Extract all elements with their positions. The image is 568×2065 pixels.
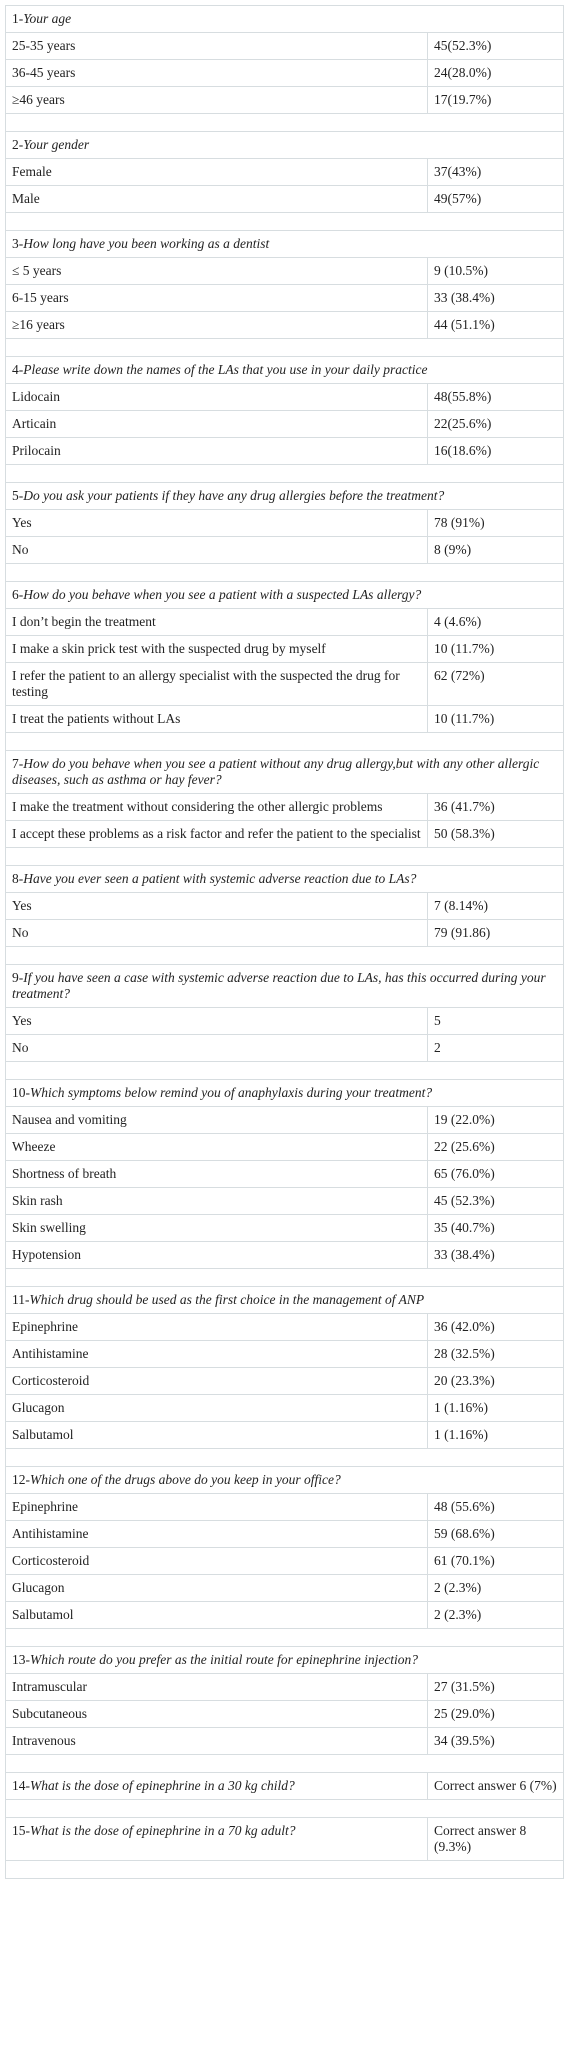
question-answer-row	[6, 1773, 564, 1800]
question-cell	[6, 866, 564, 893]
answer-value: 65 (76.0%)	[428, 1161, 564, 1188]
answer-row	[6, 1215, 564, 1242]
answer-label: I don’t begin the treatment	[6, 609, 428, 636]
answer-row	[6, 60, 564, 87]
answer-row	[6, 438, 564, 465]
answer-label: Antihistamine	[6, 1521, 428, 1548]
answer-value: 36 (41.7%)	[428, 794, 564, 821]
spacer-cell	[6, 1755, 564, 1773]
section-spacer	[6, 1449, 564, 1467]
answer-value: 16(18.6%)	[428, 438, 564, 465]
answer-label: Corticosteroid	[6, 1548, 428, 1575]
answer-value: 33 (38.4%)	[428, 285, 564, 312]
answer-value: 45 (52.3%)	[428, 1188, 564, 1215]
answer-value: 45(52.3%)	[428, 33, 564, 60]
question-cell	[6, 582, 564, 609]
answer-row	[6, 1521, 564, 1548]
spacer-cell	[6, 1861, 564, 1879]
answer-label: No	[6, 920, 428, 947]
answer-row	[6, 1701, 564, 1728]
answer-row	[6, 821, 564, 848]
answer-value: 17(19.7%)	[428, 87, 564, 114]
question-cell	[6, 483, 564, 510]
survey-results-table	[5, 5, 563, 1879]
question-cell	[6, 6, 564, 33]
answer-row	[6, 1242, 564, 1269]
answer-value: 44 (51.1%)	[428, 312, 564, 339]
answer-value: 9 (10.5%)	[428, 258, 564, 285]
answer-value: 34 (39.5%)	[428, 1728, 564, 1755]
section-spacer	[6, 733, 564, 751]
question-number: 9-	[12, 970, 24, 985]
spacer-cell	[6, 1629, 564, 1647]
answer-label: Hypotension	[6, 1242, 428, 1269]
answer-label: Nausea and vomiting	[6, 1107, 428, 1134]
question-number: 2-	[12, 137, 24, 152]
spacer-cell	[6, 114, 564, 132]
answer-label: 25-35 years	[6, 33, 428, 60]
answer-row	[6, 706, 564, 733]
section-spacer	[6, 947, 564, 965]
question-text: What is the dose of epinephrine in a 70 kg adult?	[30, 1823, 296, 1838]
question-text: How do you behave when you see a patient with a suspected LAs allergy?	[23, 587, 422, 602]
answer-value: 1 (1.16%)	[428, 1422, 564, 1449]
answer-label: Intramuscular	[6, 1674, 428, 1701]
answer-label: Antihistamine	[6, 1341, 428, 1368]
answer-row	[6, 510, 564, 537]
question-cell	[6, 1647, 564, 1674]
spacer-cell	[6, 1062, 564, 1080]
answer-value: 33 (38.4%)	[428, 1242, 564, 1269]
question-row	[6, 231, 564, 258]
answer-row	[6, 411, 564, 438]
question-answer-row	[6, 1818, 564, 1861]
question-row	[6, 965, 564, 1008]
answer-row	[6, 609, 564, 636]
answer-label: Epinephrine	[6, 1314, 428, 1341]
answer-label: Intravenous	[6, 1728, 428, 1755]
question-number: 12-	[12, 1472, 30, 1487]
section-spacer	[6, 1800, 564, 1818]
answer-label: Subcutaneous	[6, 1701, 428, 1728]
answer-value: 59 (68.6%)	[428, 1521, 564, 1548]
answer-label: Yes	[6, 893, 428, 920]
answer-label: Glucagon	[6, 1575, 428, 1602]
answer-row	[6, 33, 564, 60]
answer-label: Salbutamol	[6, 1422, 428, 1449]
answer-label: Shortness of breath	[6, 1161, 428, 1188]
answer-row	[6, 1035, 564, 1062]
question-text: Which drug should be used as the first choice in the management of ANP	[29, 1292, 425, 1307]
question-text: How do you behave when you see a patient without any drug allergy,but with any other allergic diseases, such as asthma or hay fever?	[12, 756, 540, 787]
answer-row	[6, 258, 564, 285]
question-text: Your gender	[23, 137, 90, 152]
answer-value: 2 (2.3%)	[428, 1575, 564, 1602]
question-text: Please write down the names of the LAs that you use in your daily practice	[23, 362, 428, 377]
answer-label: Wheeze	[6, 1134, 428, 1161]
answer-row	[6, 1134, 564, 1161]
answer-label: 6-15 years	[6, 285, 428, 312]
answer-row	[6, 1314, 564, 1341]
answer-row	[6, 1674, 564, 1701]
spacer-cell	[6, 947, 564, 965]
section-spacer	[6, 213, 564, 231]
answer-value: 10 (11.7%)	[428, 636, 564, 663]
spacer-cell	[6, 465, 564, 483]
spacer-cell	[6, 564, 564, 582]
answer-value: 37(43%)	[428, 159, 564, 186]
question-text: Do you ask your patients if they have any drug allergies before the treatment?	[23, 488, 445, 503]
question-row	[6, 483, 564, 510]
answer-value: 25 (29.0%)	[428, 1701, 564, 1728]
question-cell	[6, 1080, 564, 1107]
answer-row	[6, 1341, 564, 1368]
question-number: 11-	[12, 1292, 30, 1307]
question-number: 3-	[12, 236, 24, 251]
answer-label: Skin rash	[6, 1188, 428, 1215]
question-cell	[6, 132, 564, 159]
answer-label: Skin swelling	[6, 1215, 428, 1242]
question-cell	[6, 1773, 428, 1800]
section-spacer	[6, 114, 564, 132]
answer-label: I treat the patients without LAs	[6, 706, 428, 733]
answer-label: I make the treatment without considering the other allergic problems	[6, 794, 428, 821]
answer-label: Yes	[6, 1008, 428, 1035]
question-cell	[6, 231, 564, 258]
question-number: 7-	[12, 756, 24, 771]
section-spacer	[6, 1062, 564, 1080]
answer-value: 48(55.8%)	[428, 384, 564, 411]
question-text: Your age	[23, 11, 72, 26]
question-text: If you have seen a case with systemic adverse reaction due to LAs, has this occurred during your treatment?	[12, 970, 546, 1001]
question-row	[6, 866, 564, 893]
answer-row	[6, 1494, 564, 1521]
answer-row	[6, 1728, 564, 1755]
question-row	[6, 132, 564, 159]
question-row	[6, 357, 564, 384]
answer-row	[6, 663, 564, 706]
answer-row	[6, 893, 564, 920]
spacer-cell	[6, 733, 564, 751]
answer-row	[6, 186, 564, 213]
answer-row	[6, 636, 564, 663]
section-spacer	[6, 564, 564, 582]
answer-row	[6, 1575, 564, 1602]
section-spacer	[6, 1861, 564, 1879]
answer-value: 2	[428, 1035, 564, 1062]
section-spacer	[6, 339, 564, 357]
question-number: 10-	[12, 1085, 30, 1100]
answer-label: ≥16 years	[6, 312, 428, 339]
answer-row	[6, 312, 564, 339]
answer-value: 79 (91.86)	[428, 920, 564, 947]
answer-label: No	[6, 537, 428, 564]
answer-row	[6, 794, 564, 821]
answer-label: Prilocain	[6, 438, 428, 465]
question-cell	[6, 1287, 564, 1314]
question-number: 13-	[12, 1652, 30, 1667]
question-number: 5-	[12, 488, 24, 503]
question-row	[6, 1467, 564, 1494]
answer-value: 48 (55.6%)	[428, 1494, 564, 1521]
answer-value: 62 (72%)	[428, 663, 564, 706]
answer-row	[6, 920, 564, 947]
answer-value: 5	[428, 1008, 564, 1035]
answer-row	[6, 87, 564, 114]
answer-row	[6, 1008, 564, 1035]
answer-label: Epinephrine	[6, 1494, 428, 1521]
answer-row	[6, 285, 564, 312]
answer-label: I accept these problems as a risk factor and refer the patient to the specialist	[6, 821, 428, 848]
question-text: What is the dose of epinephrine in a 30 kg child?	[30, 1778, 295, 1793]
answer-row	[6, 1161, 564, 1188]
answer-value: 61 (70.1%)	[428, 1548, 564, 1575]
question-number: 15-	[12, 1823, 30, 1838]
answer-value: Correct answer 8 (9.3%)	[428, 1818, 564, 1861]
answer-value: 27 (31.5%)	[428, 1674, 564, 1701]
answer-row	[6, 1602, 564, 1629]
answer-label: ≥46 years	[6, 87, 428, 114]
question-text: How long have you been working as a dentist	[23, 236, 270, 251]
answer-value: 1 (1.16%)	[428, 1395, 564, 1422]
question-cell	[6, 965, 564, 1008]
spacer-cell	[6, 1269, 564, 1287]
section-spacer	[6, 1629, 564, 1647]
spacer-cell	[6, 213, 564, 231]
answer-value: 20 (23.3%)	[428, 1368, 564, 1395]
answer-value: 10 (11.7%)	[428, 706, 564, 733]
question-row	[6, 1647, 564, 1674]
answer-value: 24(28.0%)	[428, 60, 564, 87]
question-cell	[6, 1467, 564, 1494]
question-text: Which symptoms below remind you of anaphylaxis during your treatment?	[30, 1085, 433, 1100]
answer-row	[6, 1395, 564, 1422]
answer-label: Articain	[6, 411, 428, 438]
answer-row	[6, 1368, 564, 1395]
answer-value: 22 (25.6%)	[428, 1134, 564, 1161]
answer-row	[6, 1107, 564, 1134]
answer-label: Glucagon	[6, 1395, 428, 1422]
answer-value: 78 (91%)	[428, 510, 564, 537]
question-number: 8-	[12, 871, 24, 886]
answer-label: Corticosteroid	[6, 1368, 428, 1395]
answer-value: 2 (2.3%)	[428, 1602, 564, 1629]
answer-value: 35 (40.7%)	[428, 1215, 564, 1242]
question-text: Which one of the drugs above do you keep in your office?	[30, 1472, 341, 1487]
spacer-cell	[6, 1800, 564, 1818]
answer-row	[6, 1548, 564, 1575]
spacer-cell	[6, 339, 564, 357]
section-spacer	[6, 465, 564, 483]
answer-label: Lidocain	[6, 384, 428, 411]
answer-value: 7 (8.14%)	[428, 893, 564, 920]
question-row	[6, 6, 564, 33]
answer-label: Yes	[6, 510, 428, 537]
answer-value: 22(25.6%)	[428, 411, 564, 438]
answer-value: 28 (32.5%)	[428, 1341, 564, 1368]
answer-value: 8 (9%)	[428, 537, 564, 564]
question-row	[6, 582, 564, 609]
answer-row	[6, 1188, 564, 1215]
answer-label: No	[6, 1035, 428, 1062]
answer-value: 49(57%)	[428, 186, 564, 213]
question-number: 1-	[12, 11, 24, 26]
question-cell	[6, 1818, 428, 1861]
question-row	[6, 1287, 564, 1314]
answer-row	[6, 537, 564, 564]
spacer-cell	[6, 1449, 564, 1467]
answer-value: Correct answer 6 (7%)	[428, 1773, 564, 1800]
question-row	[6, 1080, 564, 1107]
question-number: 6-	[12, 587, 24, 602]
answer-row	[6, 384, 564, 411]
spacer-cell	[6, 848, 564, 866]
answer-label: I make a skin prick test with the suspected drug by myself	[6, 636, 428, 663]
question-cell	[6, 751, 564, 794]
answer-label: Salbutamol	[6, 1602, 428, 1629]
section-spacer	[6, 1755, 564, 1773]
question-text: Which route do you prefer as the initial route for epinephrine injection?	[30, 1652, 419, 1667]
question-number: 4-	[12, 362, 24, 377]
section-spacer	[6, 848, 564, 866]
answer-row	[6, 159, 564, 186]
question-cell	[6, 357, 564, 384]
answer-label: I refer the patient to an allergy specialist with the suspected the drug for testing	[6, 663, 428, 706]
answer-label: Male	[6, 186, 428, 213]
answer-label: ≤ 5 years	[6, 258, 428, 285]
question-row	[6, 751, 564, 794]
answer-value: 50 (58.3%)	[428, 821, 564, 848]
section-spacer	[6, 1269, 564, 1287]
answer-value: 19 (22.0%)	[428, 1107, 564, 1134]
question-text: Have you ever seen a patient with systemic adverse reaction due to LAs?	[23, 871, 417, 886]
answer-value: 4 (4.6%)	[428, 609, 564, 636]
question-number: 14-	[12, 1778, 30, 1793]
answer-label: 36-45 years	[6, 60, 428, 87]
answer-label: Female	[6, 159, 428, 186]
answer-row	[6, 1422, 564, 1449]
answer-value: 36 (42.0%)	[428, 1314, 564, 1341]
